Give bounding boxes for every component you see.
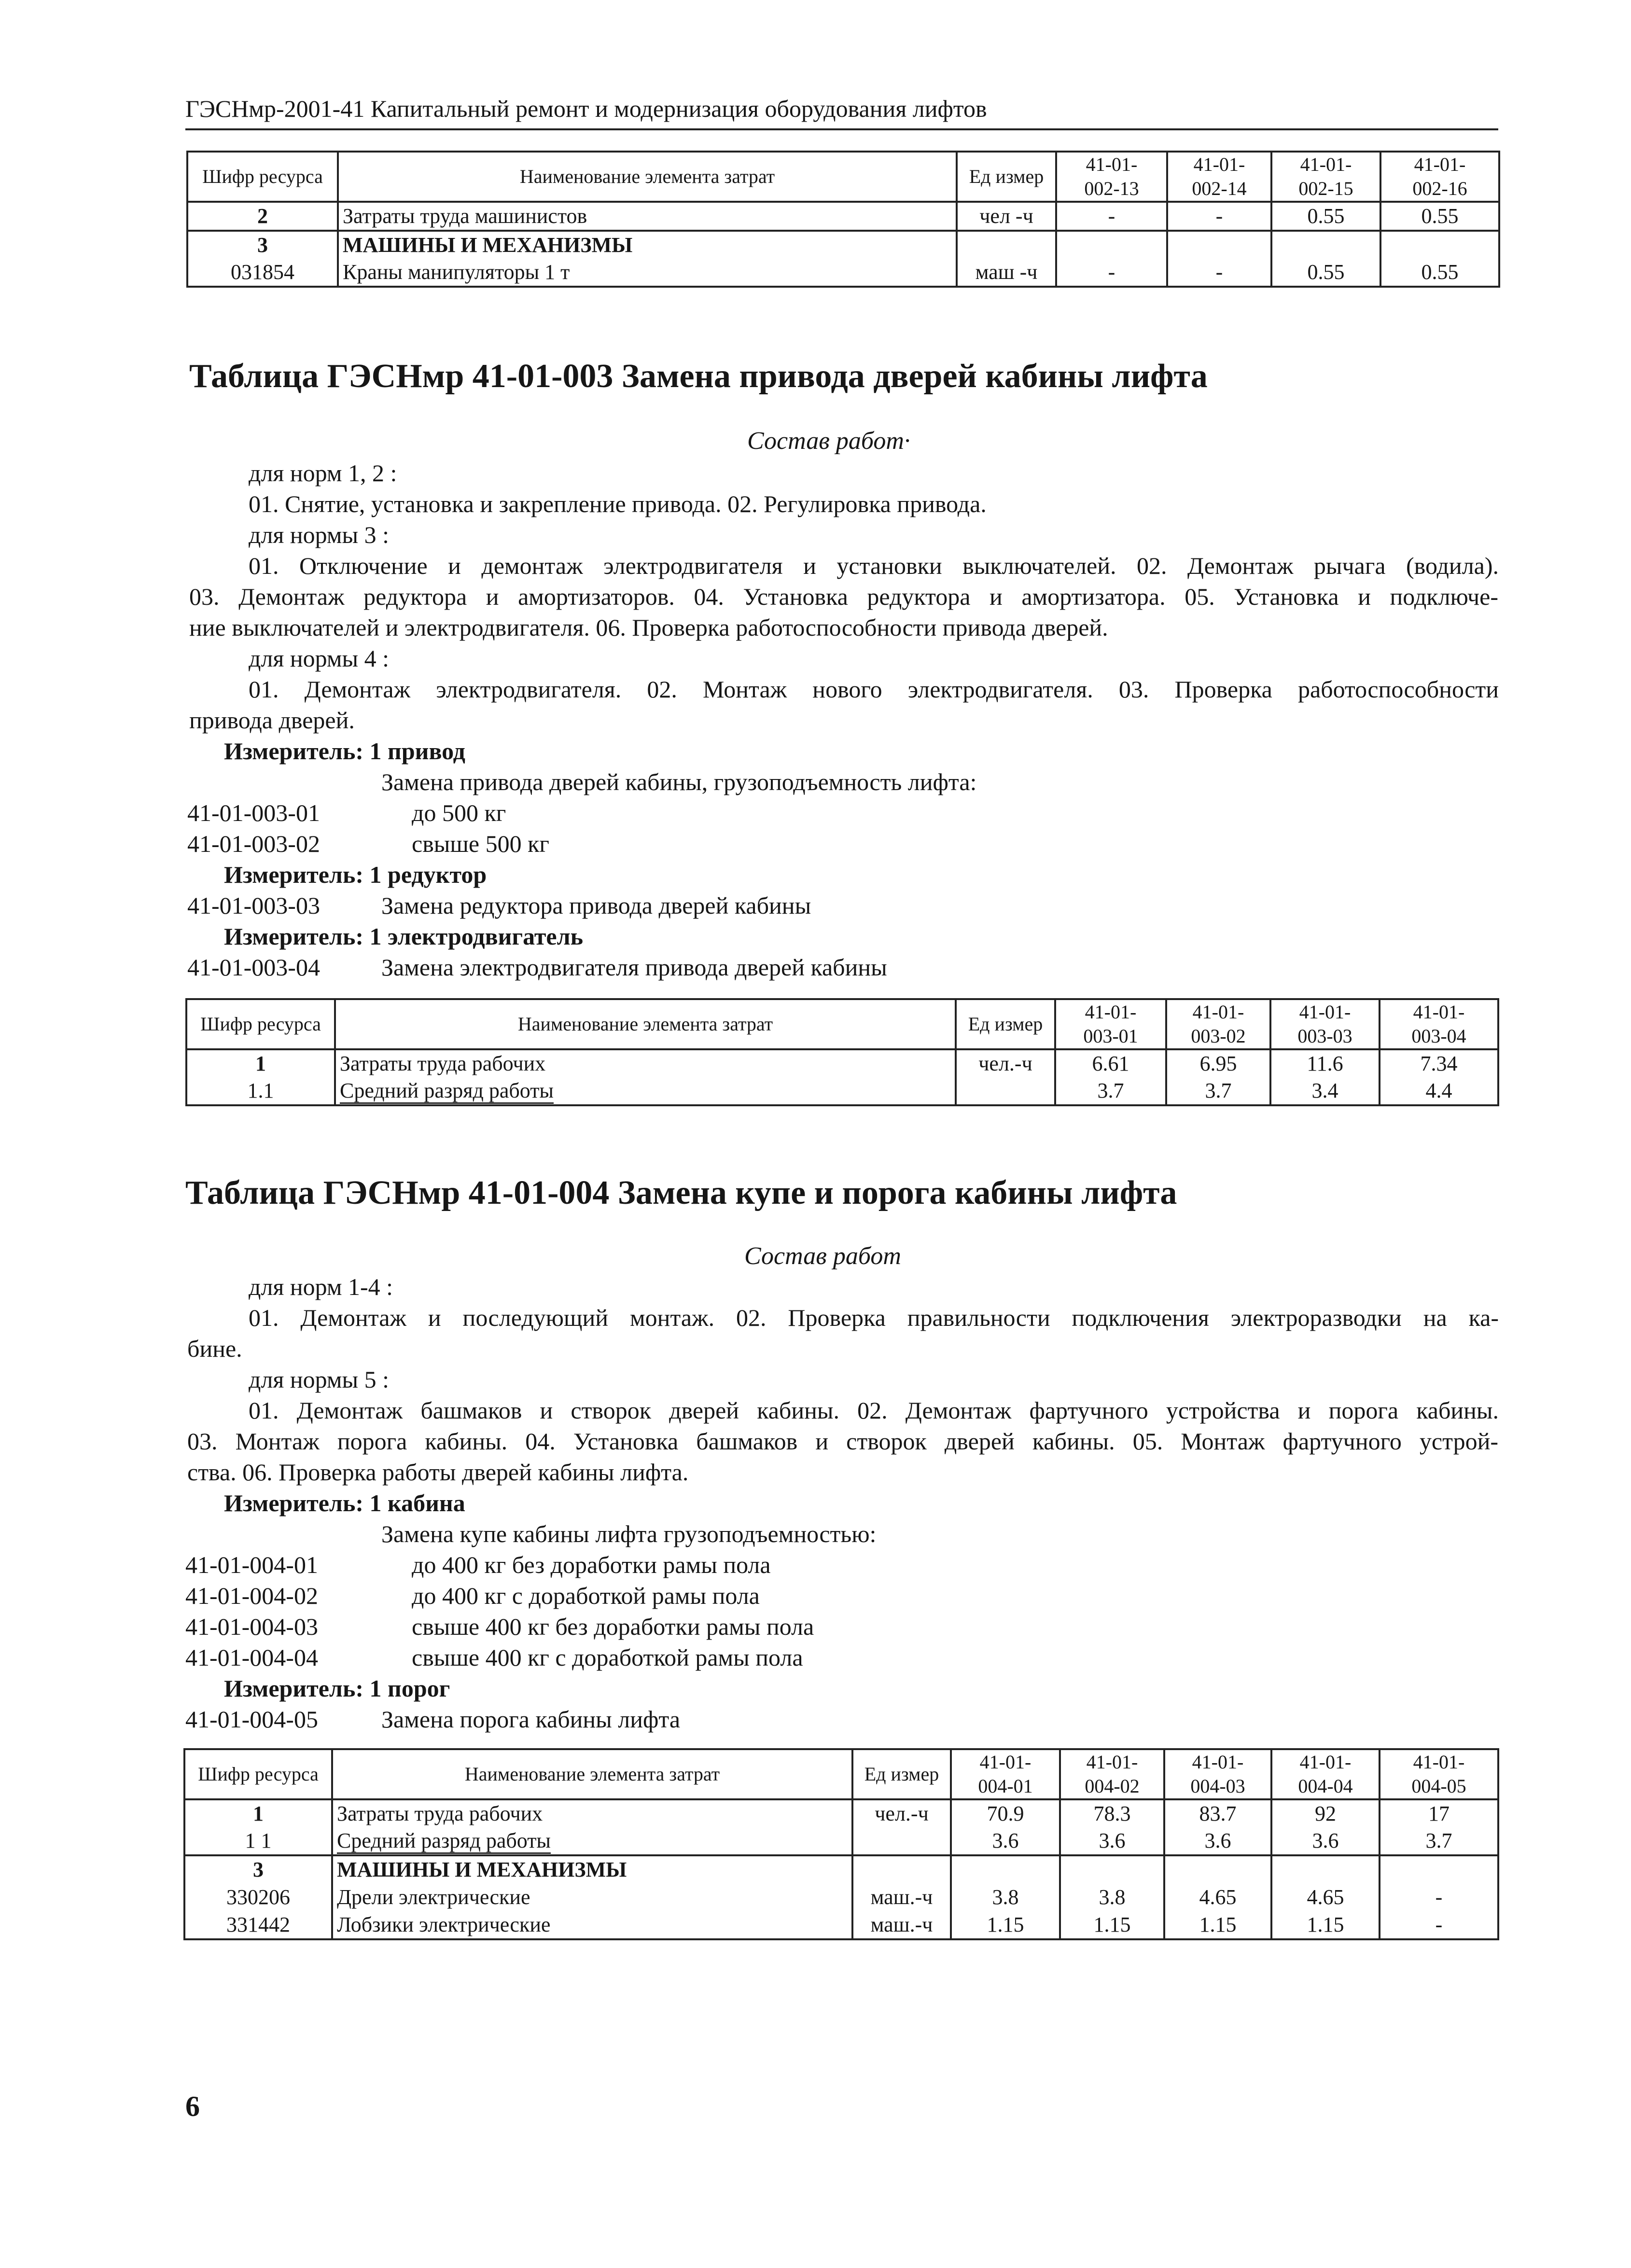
measure-unit: Измеритель: 1 привод (224, 737, 465, 765)
work-line: для нормы 5 : (249, 1366, 390, 1393)
col-header-norm: 41-01- 002-15 (1271, 152, 1380, 202)
norm-code: 41-01-004-04 (185, 1644, 318, 1671)
section-subtitle-004: Состав работ (744, 1242, 901, 1270)
work-line: для норм 1-4 : (249, 1273, 393, 1300)
table-row: 2 Затраты труда машинистов чел -ч - - 0.55 0.55 (187, 202, 1499, 231)
col-header-code: Шифр ресурса (184, 1749, 332, 1799)
col-header-norm: 41-01- 002-14 (1167, 152, 1271, 202)
work-line: для нормы 3 : (249, 521, 390, 548)
section-title-003: Таблица ГЭСНмр 41-01-003 Замена привода дверей кабины лифта (189, 358, 1208, 395)
col-header-unit: Ед измер (957, 152, 1056, 202)
page-header: ГЭСНмр-2001-41 Капитальный ремонт и модернизация оборудования лифтов (185, 95, 987, 122)
resource-table-002 (186, 151, 1500, 288)
norm-code: 41-01-004-01 (185, 1551, 318, 1578)
norm-text: свыше 400 кг без доработки рамы пола (412, 1613, 814, 1640)
resource-table-004 (183, 1748, 1499, 1940)
norm-code: 41-01-003-02 (187, 830, 320, 857)
norm-code: 41-01-004-05 (185, 1706, 318, 1733)
work-line: для норм 1, 2 : (249, 459, 397, 487)
work-line: для нормы 4 : (249, 645, 390, 672)
table-row: 031854 Краны манипуляторы 1 т маш -ч - - 0.55 0.55 (187, 259, 1499, 287)
col-header-norm: 41-01- 003-02 (1166, 999, 1270, 1049)
col-header-unit: Ед измер (852, 1749, 951, 1799)
col-header-code: Шифр ресурса (187, 152, 338, 202)
table-row: 331442 Лобзики электрические маш.-ч 1.15 1.15 1.15 1.15 - (184, 1911, 1498, 1939)
col-header-norm: 41-01- 004-05 (1380, 1749, 1498, 1799)
work-line: бине. (187, 1335, 242, 1362)
work-line: 03. Монтаж порога кабины. 04. Установка башмаков и створок дверей кабины. 05. Монтаж фартучного устрой- (187, 1428, 1498, 1455)
col-header-code: Шифр ресурса (186, 999, 335, 1049)
norm-code: 41-01-003-01 (187, 799, 320, 826)
section-subtitle-003: Состав работ· (747, 427, 910, 455)
norm-text: Замена электродвигателя привода дверей кабины (381, 954, 887, 981)
col-header-norm: 41-01- 003-03 (1270, 999, 1380, 1049)
table-row: 3 МАШИНЫ И МЕХАНИЗМЫ (184, 1855, 1498, 1883)
norm-code: 41-01-003-04 (187, 954, 320, 981)
norm-text: до 400 кг без доработки рамы пола (412, 1551, 771, 1578)
norm-text: до 400 кг с доработкой рамы пола (412, 1582, 760, 1609)
header-rule (185, 128, 1498, 130)
col-header-norm: 41-01- 004-02 (1060, 1749, 1164, 1799)
norm-code: 41-01-004-02 (185, 1582, 318, 1609)
work-line: 01. Снятие, установка и закрепление привода. 02. Регулировка привода. (249, 490, 987, 517)
col-header-norm: 41-01- 003-01 (1055, 999, 1166, 1049)
section-title-004: Таблица ГЭСНмр 41-01-004 Замена купе и порога кабины лифта (185, 1174, 1177, 1211)
measure-unit: Измеритель: 1 электродвигатель (224, 923, 584, 950)
col-header-norm: 41-01- 002-13 (1056, 152, 1167, 202)
norm-text: свыше 500 кг (412, 830, 549, 857)
col-header-norm: 41-01- 002-16 (1380, 152, 1499, 202)
norm-text: Замена порога кабины лифта (381, 1706, 681, 1733)
table-row: 330206 Дрели электрические маш.-ч 3.8 3.8 4.65 4.65 - (184, 1883, 1498, 1911)
norm-code: 41-01-004-03 (185, 1613, 318, 1640)
col-header-unit: Ед измер (956, 999, 1055, 1049)
work-line: 01. Демонтаж башмаков и створок дверей кабины. 02. Демонтаж фартучного устройства и порога кабины. (249, 1397, 1499, 1424)
norm-text: свыше 400 кг с доработкой рамы пола (412, 1644, 803, 1671)
work-line: ства. 06. Проверка работы дверей кабины лифта. (187, 1459, 689, 1486)
work-line: 01. Отключение и демонтаж электродвигателя и установки выключателей. 02. Демонтаж рычага (водила). (249, 552, 1499, 579)
work-line: ние выключателей и электродвигателя. 06. Проверка работоспособности привода дверей. (189, 614, 1108, 641)
col-header-name: Наименование элемента затрат (338, 152, 957, 202)
col-header-name: Наименование элемента затрат (335, 999, 956, 1049)
work-line: 03. Демонтаж редуктора и амортизаторов. 04. Установка редуктора и амортизатора. 05. Установка и подключе- (189, 583, 1498, 610)
work-line: привода дверей. (189, 707, 355, 734)
norm-text: Замена редуктора привода дверей кабины (381, 892, 811, 919)
col-header-norm: 41-01- 003-04 (1380, 999, 1498, 1049)
table-row: 3 МАШИНЫ И МЕХАНИЗМЫ (187, 231, 1499, 259)
col-header-name: Наименование элемента затрат (332, 1749, 852, 1799)
table-row: 1 Затраты труда рабочих чел.-ч 6.61 6.95 11.6 7.34 (186, 1049, 1498, 1077)
work-line: 01. Демонтаж и последующий монтаж. 02. Проверка правильности подключения электроразводки на ка- (249, 1304, 1499, 1331)
col-header-norm: 41-01- 004-04 (1271, 1749, 1380, 1799)
col-header-norm: 41-01- 004-01 (951, 1749, 1060, 1799)
measure-unit: Измеритель: 1 редуктор (224, 861, 487, 888)
measure-unit: Измеритель: 1 кабина (224, 1489, 465, 1517)
measure-unit: Измеритель: 1 порог (224, 1675, 450, 1702)
table-row: 1.1 Средний разряд работы 3.7 3.7 3.4 4.4 (186, 1077, 1498, 1105)
norm-group-title: Замена привода дверей кабины, грузоподъемность лифта: (381, 768, 977, 795)
norm-code: 41-01-003-03 (187, 892, 320, 919)
norm-group-title: Замена купе кабины лифта грузоподъемностью: (381, 1520, 877, 1547)
table-row: 1 Затраты труда рабочих чел.-ч 70.9 78.3 83.7 92 17 (184, 1799, 1498, 1827)
table-row: 1 1 Средний разряд работы 3.6 3.6 3.6 3.6 3.7 (184, 1827, 1498, 1855)
resource-table-003 (185, 998, 1499, 1106)
col-header-norm: 41-01- 004-03 (1164, 1749, 1271, 1799)
norm-text: до 500 кг (412, 799, 506, 826)
page-number: 6 (185, 2090, 200, 2122)
work-line: 01. Демонтаж электродвигателя. 02. Монтаж нового электродвигателя. 03. Проверка работоспособности (249, 676, 1499, 703)
